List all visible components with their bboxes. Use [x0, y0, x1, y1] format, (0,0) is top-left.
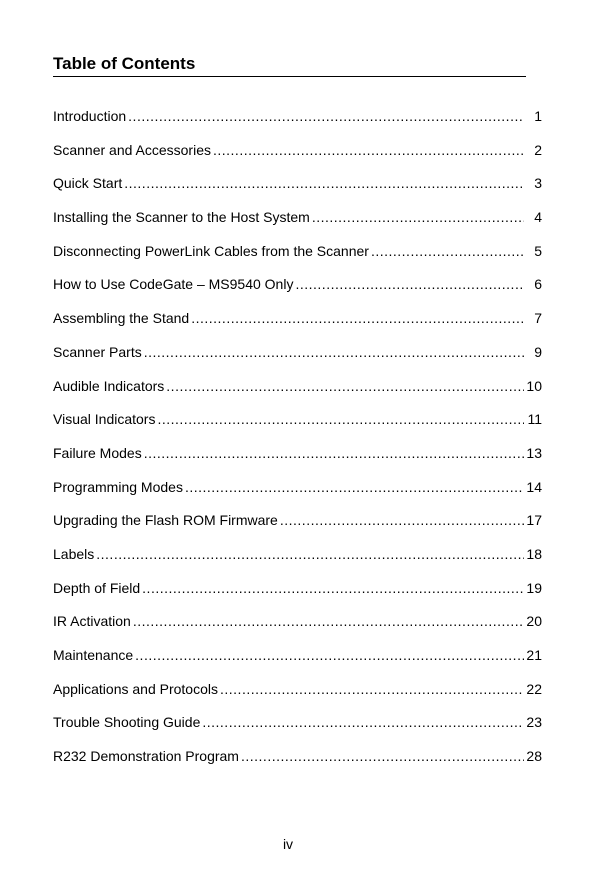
toc-entry-label: R232 Demonstration Program	[53, 748, 239, 765]
toc-entry-label: Programming Modes	[53, 478, 183, 495]
dot-leader	[312, 207, 524, 227]
toc-entry[interactable]	[53, 140, 542, 174]
toc-entry-page-number: 13	[526, 444, 542, 461]
toc-entry-page-number: 23	[526, 714, 542, 731]
toc-entry[interactable]	[53, 712, 542, 746]
toc-entry-page-number: 11	[527, 411, 542, 428]
toc-entry[interactable]	[53, 611, 542, 645]
toc-entry-page-number: 1	[534, 108, 542, 124]
toc-entry[interactable]	[53, 241, 542, 275]
dot-leader	[220, 679, 524, 699]
toc-entry-page-number: 3	[534, 175, 542, 192]
toc-entry[interactable]	[53, 578, 542, 612]
toc-entry-label: Quick Start	[53, 175, 123, 192]
dot-leader	[202, 712, 524, 732]
toc-entry-page-number: 19	[526, 579, 542, 596]
toc-entry-label: Assembling the Stand	[53, 310, 190, 327]
toc-entry[interactable]	[53, 443, 542, 477]
toc-entry-label: Labels	[53, 545, 95, 562]
page-number: iv	[282, 836, 294, 852]
dot-leader	[213, 140, 524, 160]
toc-entry-page-number: 5	[534, 242, 542, 259]
toc-entry-page-number: 7	[534, 310, 542, 327]
toc-entry-page-number: 21	[526, 647, 542, 663]
toc-entry-page-number: 9	[534, 343, 542, 360]
dot-leader	[96, 544, 524, 564]
toc-entry-page-number: 14	[526, 478, 542, 495]
toc-entry-page-number: 28	[526, 748, 542, 765]
dot-leader	[124, 173, 524, 193]
toc-entry-label: Disconnecting PowerLink Cables from the Scanner	[53, 242, 369, 259]
toc-entry[interactable]	[53, 106, 542, 140]
toc-list	[53, 106, 542, 780]
toc-entry[interactable]	[53, 679, 542, 713]
toc-entry-page-number: 4	[534, 209, 542, 226]
toc-entry[interactable]	[53, 308, 542, 342]
dot-leader	[185, 477, 524, 497]
toc-entry-label: Visual Indicators	[53, 411, 156, 428]
dot-leader	[133, 611, 524, 631]
toc-entry[interactable]	[53, 645, 542, 679]
toc-entry[interactable]	[53, 274, 542, 308]
dot-leader	[142, 578, 524, 598]
toc-entry[interactable]	[53, 477, 542, 511]
toc-entry[interactable]	[53, 746, 542, 780]
toc-entry-label: Upgrading the Flash ROM Firmware	[53, 512, 278, 529]
toc-entry-label: Trouble Shooting Guide	[53, 714, 201, 731]
toc-entry-page-number: 22	[526, 680, 542, 697]
toc-entry[interactable]	[53, 376, 542, 410]
dot-leader	[135, 645, 524, 665]
toc-entry[interactable]	[53, 342, 542, 376]
dot-leader	[371, 241, 524, 261]
toc-entry-label: IR Activation	[53, 613, 131, 630]
toc-entry[interactable]	[53, 207, 542, 241]
toc-entry-page-number: 20	[526, 613, 542, 630]
toc-entry[interactable]	[53, 510, 542, 544]
dot-leader	[241, 746, 524, 766]
toc-entry-label: Failure Modes	[53, 444, 142, 461]
toc-entry-label: How to Use CodeGate – MS9540 Only	[53, 276, 294, 293]
dot-leader	[295, 274, 524, 294]
toc-entry-label: Introduction	[53, 108, 127, 124]
toc-entry-page-number: 6	[534, 276, 542, 293]
toc-heading: Table of Contents	[53, 53, 526, 77]
toc-entry-page-number: 2	[534, 141, 542, 158]
dot-leader	[128, 106, 524, 126]
toc-entry-page-number: 17	[526, 512, 542, 529]
toc-entry-page-number: 18	[526, 545, 542, 562]
toc-entry-label: Applications and Protocols	[53, 680, 218, 697]
dot-leader	[144, 342, 524, 362]
dot-leader	[166, 376, 524, 396]
toc-entry-label: Depth of Field	[53, 579, 141, 596]
toc-entry-page-number: 10	[526, 377, 542, 394]
dot-leader	[280, 510, 524, 530]
toc-entry-label: Audible Indicators	[53, 377, 165, 394]
toc-entry[interactable]	[53, 544, 542, 578]
toc-entry[interactable]	[53, 409, 542, 443]
toc-entry-label: Scanner Parts	[53, 343, 142, 360]
toc-entry[interactable]	[53, 173, 542, 207]
dot-leader	[144, 443, 524, 463]
dot-leader	[157, 409, 524, 429]
toc-entry-label: Installing the Scanner to the Host System	[53, 209, 310, 226]
toc-entry-label: Scanner and Accessories	[53, 141, 211, 158]
toc-entry-label: Maintenance	[53, 647, 134, 663]
dot-leader	[191, 308, 524, 328]
